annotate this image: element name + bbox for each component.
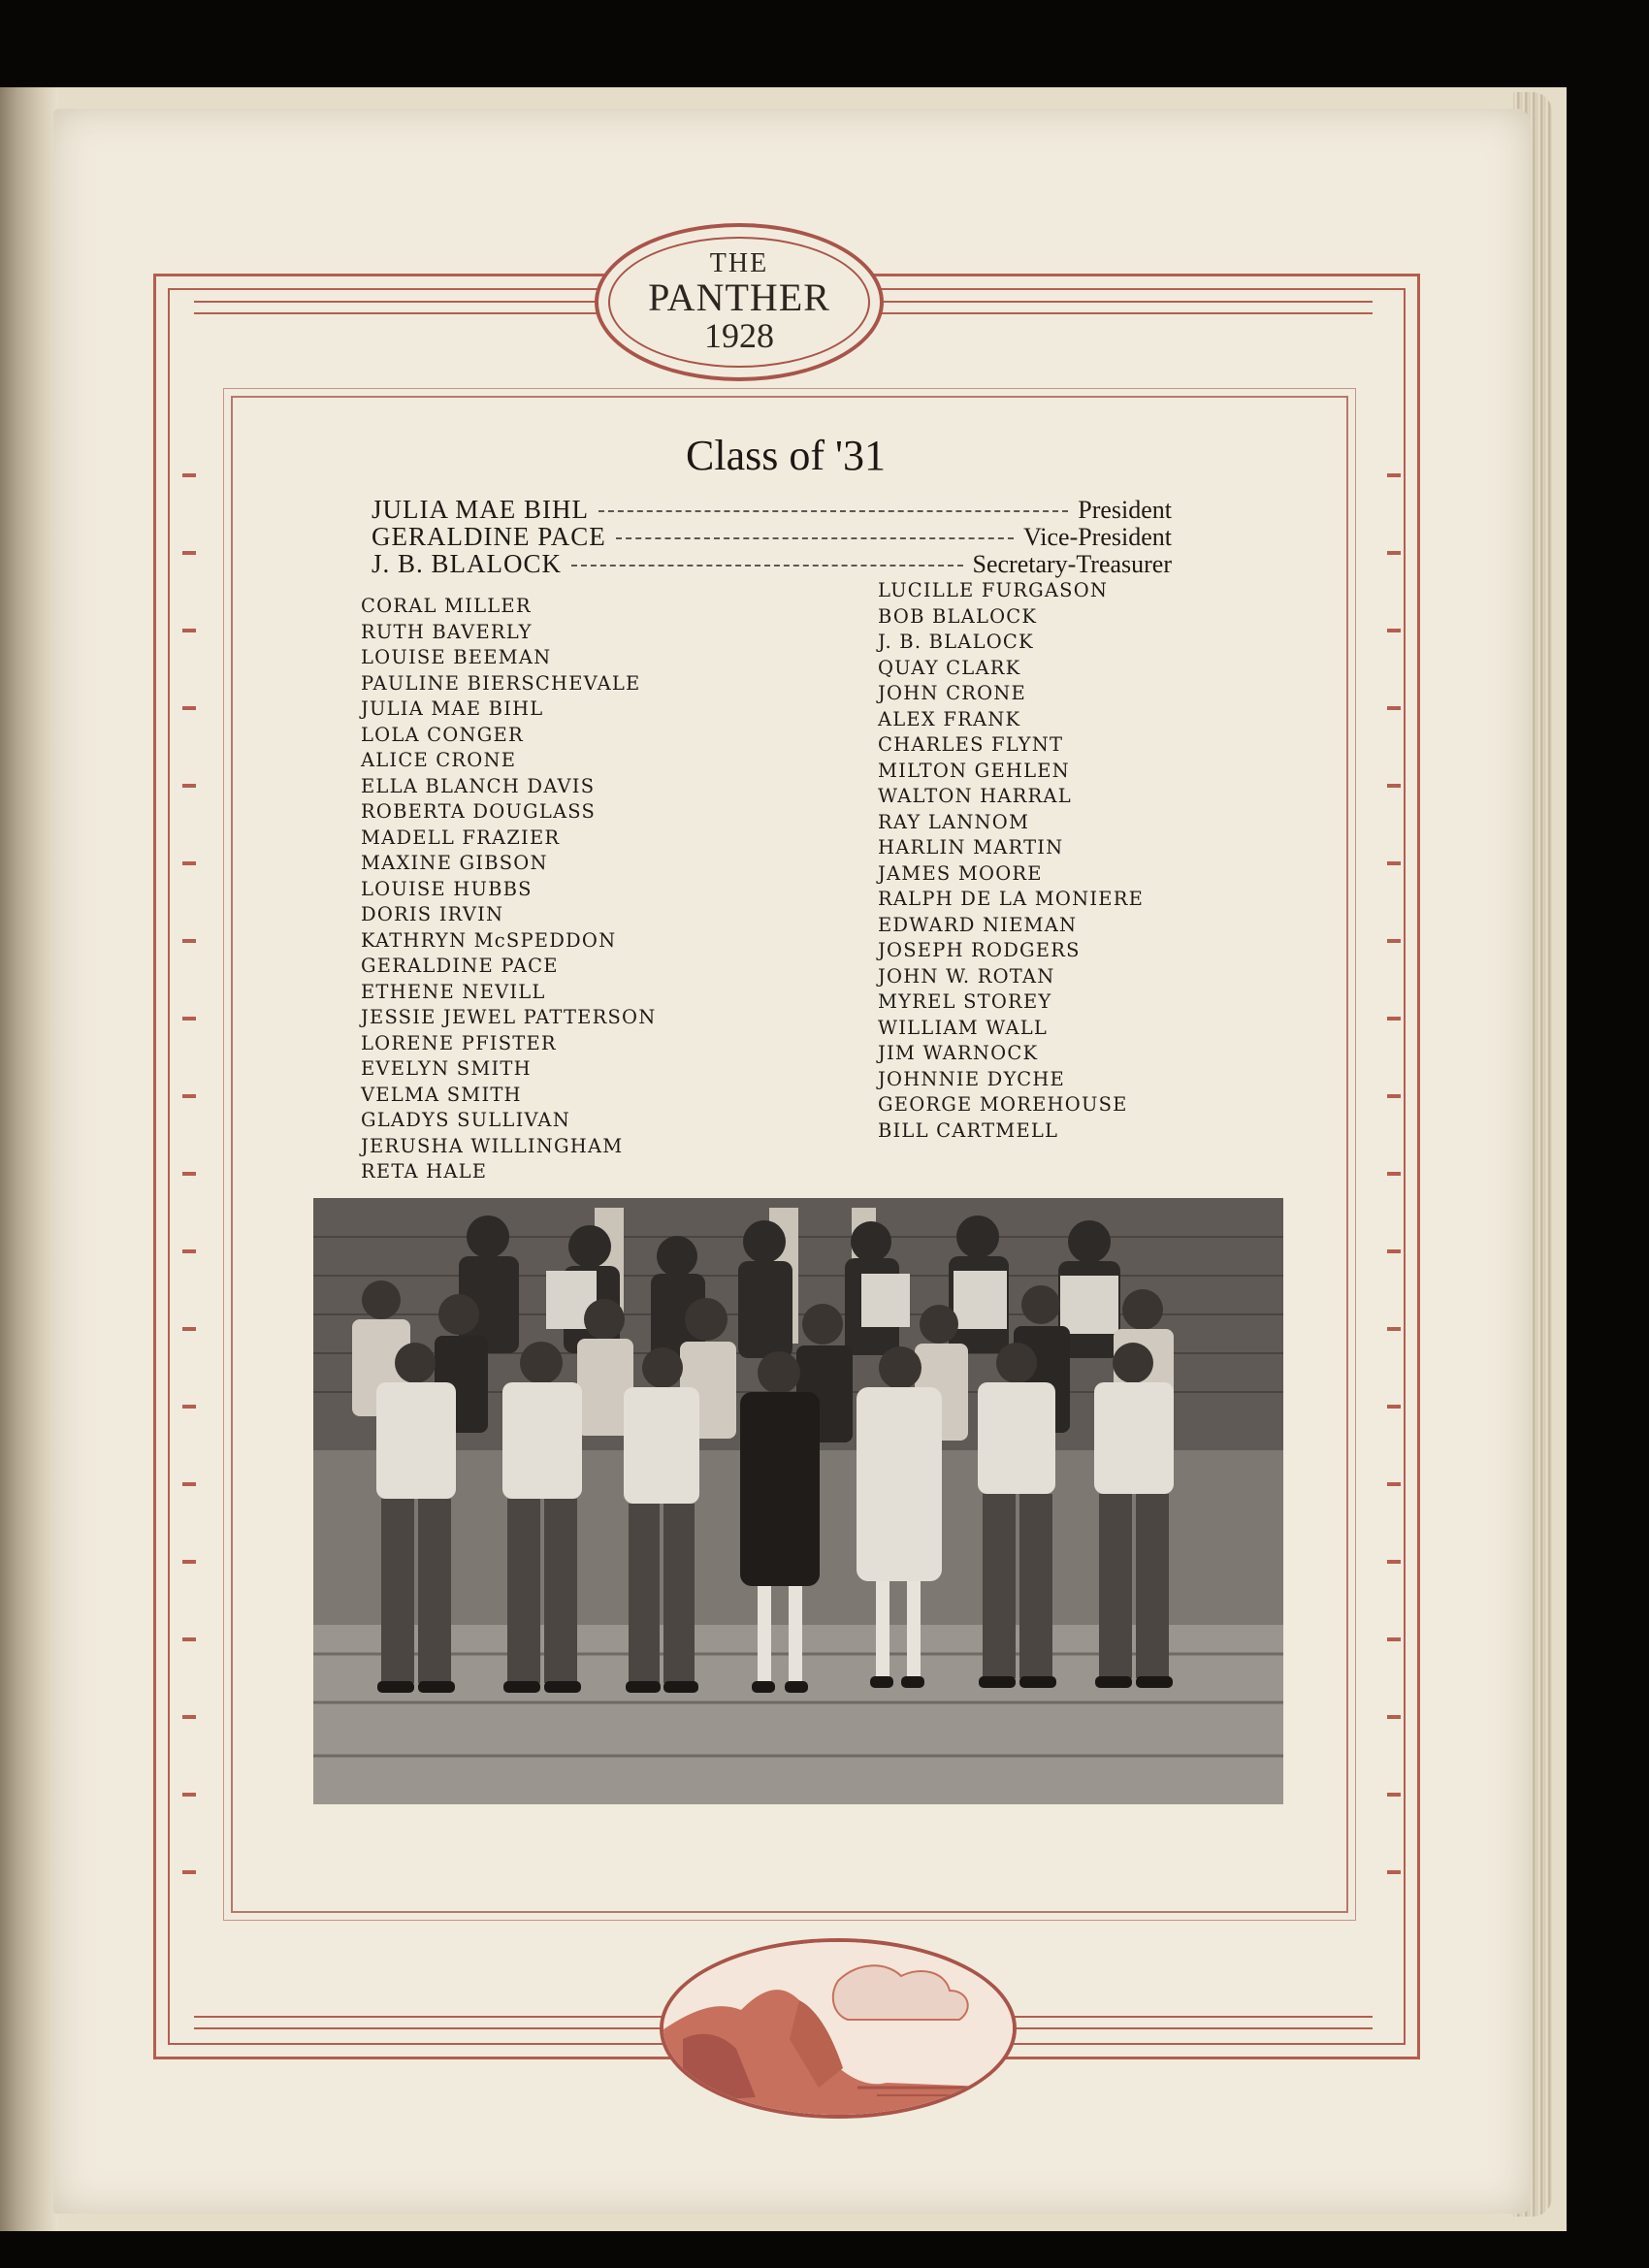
dotted-leader <box>598 510 1068 512</box>
list-item: RALPH DE LA MONIERE <box>878 888 1145 910</box>
list-item: EVELYN SMITH <box>361 1057 532 1080</box>
title-panther: PANTHER <box>648 275 830 320</box>
decorative-right-bead <box>1387 417 1401 1882</box>
member-list-left <box>361 594 657 1185</box>
list-item: HARLIN MARTIN <box>878 836 1064 859</box>
officer-role: Secretary-Treasurer <box>972 550 1172 578</box>
list-item: QUAY CLARK <box>878 656 1021 679</box>
list-item: MYREL STOREY <box>878 990 1052 1013</box>
list-item: LORENE PFISTER <box>361 1031 557 1054</box>
list-item: KATHRYN McSPEDDON <box>361 928 617 952</box>
list-item: LOLA CONGER <box>361 723 524 746</box>
list-item: GEORGE MOREHOUSE <box>878 1093 1128 1116</box>
dotted-leader <box>571 565 962 567</box>
officer-name: JULIA MAE BIHL <box>372 495 589 524</box>
list-item: ROBERTA DOUGLASS <box>361 800 597 823</box>
list-item: LOUISE HUBBS <box>361 877 533 900</box>
dotted-leader <box>616 537 1014 539</box>
list-item: MADELL FRAZIER <box>361 826 561 849</box>
officer-role: Vice-President <box>1023 523 1172 551</box>
member-list-right <box>878 578 1144 1144</box>
list-item: LUCILLE FURGASON <box>878 579 1109 601</box>
list-item: VELMA SMITH <box>361 1083 522 1106</box>
list-item: EDWARD NIEMAN <box>878 913 1078 936</box>
list-item: RUTH BAVERLY <box>361 620 533 643</box>
list-item: BOB BLALOCK <box>878 604 1038 628</box>
list-item: WILLIAM WALL <box>878 1016 1049 1039</box>
officer-name: J. B. BLALOCK <box>372 549 563 578</box>
list-item: JERUSHA WILLINGHAM <box>361 1134 624 1157</box>
class-heading: Class of '31 <box>686 432 886 479</box>
officer-role: President <box>1078 496 1172 524</box>
list-item: JOHN W. ROTAN <box>878 964 1055 988</box>
officer-row-vice-president <box>372 522 1172 551</box>
officer-row-president <box>372 495 1172 524</box>
list-item: JULIA MAE BIHL <box>361 697 544 720</box>
list-item: ALEX FRANK <box>878 707 1021 730</box>
list-item: JOSEPH RODGERS <box>878 939 1081 961</box>
book-gutter <box>0 87 58 2231</box>
officer-name: GERALDINE PACE <box>372 522 606 551</box>
list-item: JAMES MOORE <box>878 861 1043 885</box>
list-item: WALTON HARRAL <box>878 785 1072 807</box>
list-item: CORAL MILLER <box>361 595 532 617</box>
list-item: PAULINE BIERSCHEVALE <box>361 671 641 695</box>
list-item: CHARLES FLYNT <box>878 733 1064 756</box>
list-item: DORIS IRVIN <box>361 903 504 925</box>
list-item: RAY LANNOM <box>878 810 1030 833</box>
list-item: JESSIE JEWEL PATTERSON <box>361 1006 657 1028</box>
yearbook-title-cartouche <box>595 223 884 381</box>
list-item: BILL CARTMELL <box>878 1118 1059 1142</box>
list-item: J. B. BLALOCK <box>878 631 1034 653</box>
list-item: GERALDINE PACE <box>361 955 559 977</box>
list-item: GLADYS SULLIVAN <box>361 1109 570 1131</box>
list-item: RETA HALE <box>361 1160 488 1183</box>
list-item: JOHNNIE DYCHE <box>878 1067 1065 1090</box>
list-item: ALICE CRONE <box>361 749 517 771</box>
list-item: LOUISE BEEMAN <box>361 646 552 668</box>
list-item: MILTON GEHLEN <box>878 759 1070 782</box>
bottom-landscape-vignette <box>660 1938 1017 2119</box>
list-item: JIM WARNOCK <box>878 1042 1039 1064</box>
officer-row-secretary-treasurer <box>372 549 1172 578</box>
list-item: ETHENE NEVILL <box>361 980 546 1003</box>
decorative-left-bead <box>182 417 196 1882</box>
title-year: 1928 <box>704 316 774 356</box>
title-the: THE <box>709 247 769 278</box>
class-group-photo <box>313 1198 1283 1804</box>
list-item: MAXINE GIBSON <box>361 852 548 874</box>
list-item: ELLA BLANCH DAVIS <box>361 774 596 797</box>
list-item: JOHN CRONE <box>878 682 1026 704</box>
